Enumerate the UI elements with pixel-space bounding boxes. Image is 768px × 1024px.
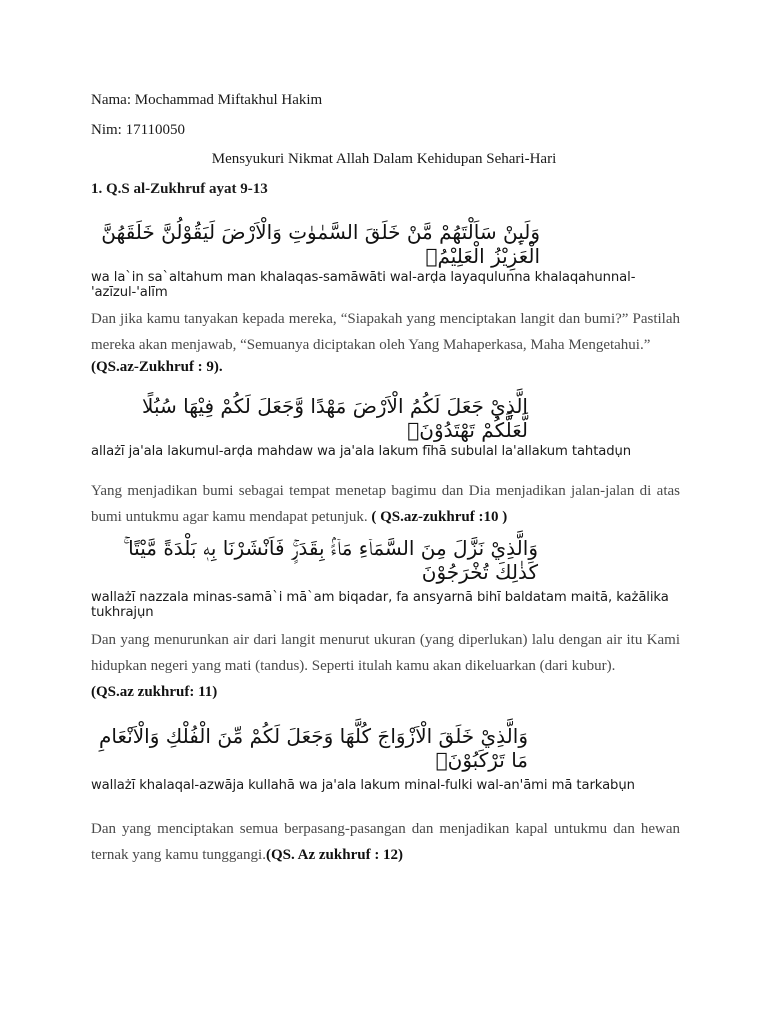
verse-2-arabic: الَّذِيْ جَعَلَ لَكُمُ الْاَرْضَ مَهْدًا وَّجَعَلَ لَكُمْ فِيْهَا سُبُلًا لَّعَلَّكُمْ تَهْتَدُوْنَۚ	[142, 394, 528, 442]
verse-3-arabic: وَالَّذِيْ نَزَّلَ مِنَ السَّمَاۤءِ مَاۤءًۢ بِقَدَرٍۚ فَاَنْشَرْنَا بِهٖ بَلْدَةً مَّيْتًا ۚ كَذٰلِكَ تُخْرَجُوْنَ	[123, 536, 538, 584]
verse-1-arabic: وَلَىِٕنْ سَاَلْتَهُمْ مَّنْ خَلَقَ السَّمٰوٰتِ وَالْاَرْضَ لَيَقُوْلُنَّ خَلَقَهُنَّ الْعَزِيْزُ الْعَلِيْمُۙ	[101, 220, 540, 268]
verse-3-translation	[91, 627, 680, 679]
verse-1-reference: (QS.az-Zukhruf : 9).	[91, 359, 223, 375]
student-nim: Nim: 17110050	[91, 122, 186, 138]
verse-3-transliteration: wallażī nazzala minas-samā`i mā`am biqadar, fa ansyarnā bihī baldatam maitā, każālika tukhrajụn	[91, 590, 669, 620]
document-title: Mensyukuri Nikmat Allah Dalam Kehidupan Sehari-Hari	[211, 151, 557, 167]
verse-4-translation	[91, 816, 680, 868]
verse-2-translation-text: Yang menjadikan bumi sebagai tempat menetap bagimu dan Dia menjadikan jalan-jalan di atas bumi untukmu agar kamu mendapat petunjuk.	[91, 483, 680, 525]
verse-4-arabic: وَالَّذِيْ خَلَقَ الْاَزْوَاجَ كُلَّهَا وَجَعَلَ لَكُمْ مِّنَ الْفُلْكِ وَالْاَنْعَامِ مَا تَرْكَبُوْنَۙ	[99, 724, 528, 772]
student-name: Nama: Mochammad Miftakhul Hakim	[91, 92, 323, 108]
verse-1-translation	[91, 306, 680, 358]
verse-1-translation-text: Dan jika kamu tanyakan kepada mereka, “Siapakah yang menciptakan langit dan bumi?” Pastilah mereka akan menjawab, “Semuanya diciptakan oleh Yang Mahaperkasa, Maha Mengetahui.”	[91, 311, 680, 353]
verse-2-reference: ( QS.az-zukhruf :10 )	[371, 509, 508, 525]
section-heading: 1. Q.S al-Zukhruf ayat 9-13	[91, 181, 268, 197]
verse-2-translation	[91, 478, 680, 530]
verse-2-transliteration: allażī ja'ala lakumul-arḍa mahdaw wa ja'ala lakum fīhā subulal la'allakum tahtadụn	[91, 444, 632, 459]
verse-1-transliteration: wa la`in sa`altahum man khalaqas-samāwāti wal-arḍa layaqulunna khalaqahunnal-'azīzul-'alīm	[91, 270, 636, 300]
verse-3-translation-text: Dan yang menurunkan air dari langit menurut ukuran (yang diperlukan) lalu dengan air itu Kami hidupkan negeri yang mati (tandus). Seperti itulah kamu akan dikeluarkan (dari kubur).	[91, 632, 680, 674]
verse-4-reference: (QS. Az zukhruf : 12)	[265, 847, 404, 863]
verse-3-reference: (QS.az zukhruf: 11)	[91, 684, 218, 700]
verse-4-transliteration: wallażī khalaqal-azwāja kullahā wa ja'ala lakum minal-fulki wal-an'āmi mā tarkabụn	[91, 778, 635, 793]
verse-4-translation-text: Dan yang menciptakan semua berpasang-pasangan dan menjadikan kapal untukmu dan hewan ternak yang kamu tunggangi.	[91, 821, 680, 863]
